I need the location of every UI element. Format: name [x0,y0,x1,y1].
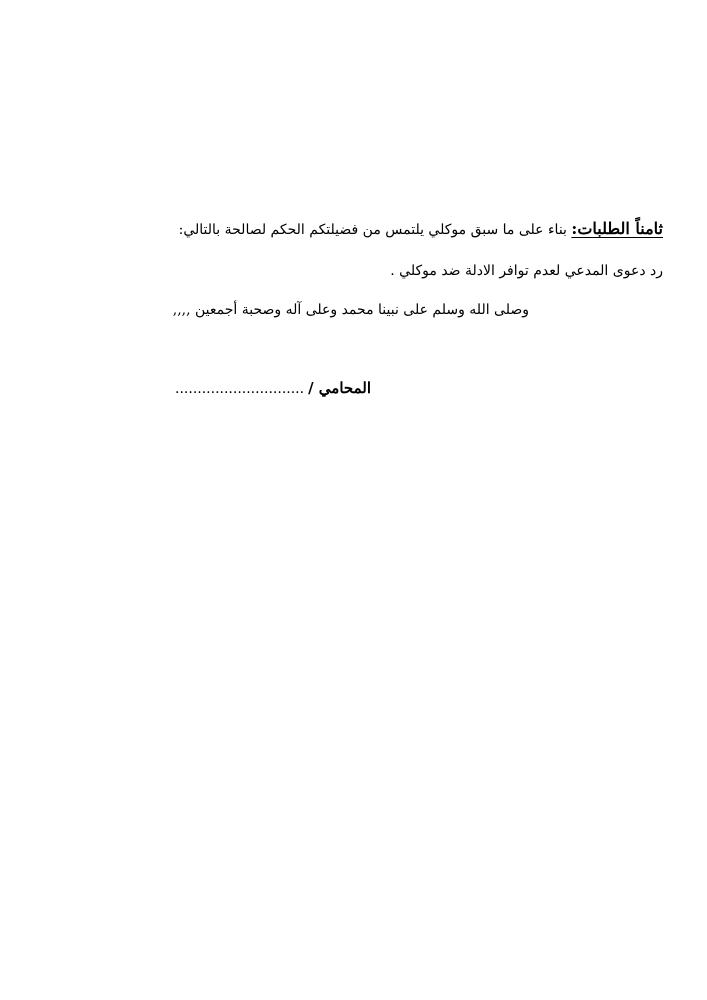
requests-heading: ثامناً الطلبات: [571,219,663,238]
request-item: رد دعوى المدعي لعدم توافر الادلة ضد موكلي . [390,263,663,279]
requests-intro: بناء على ما سبق موكلي يلتمس من فضيلتكم الحكم لصالحة بالتالي: [178,222,572,238]
requests-paragraph [143,219,663,240]
lawyer-label: المحامي / [308,379,371,397]
closing-salutation: وصلى الله وسلم على نبينا محمد وعلى آله وصحبة أجمعين ,,,, [172,302,529,318]
signature-dotted-line: ............................. [175,381,305,397]
lawyer-signature [131,378,371,399]
